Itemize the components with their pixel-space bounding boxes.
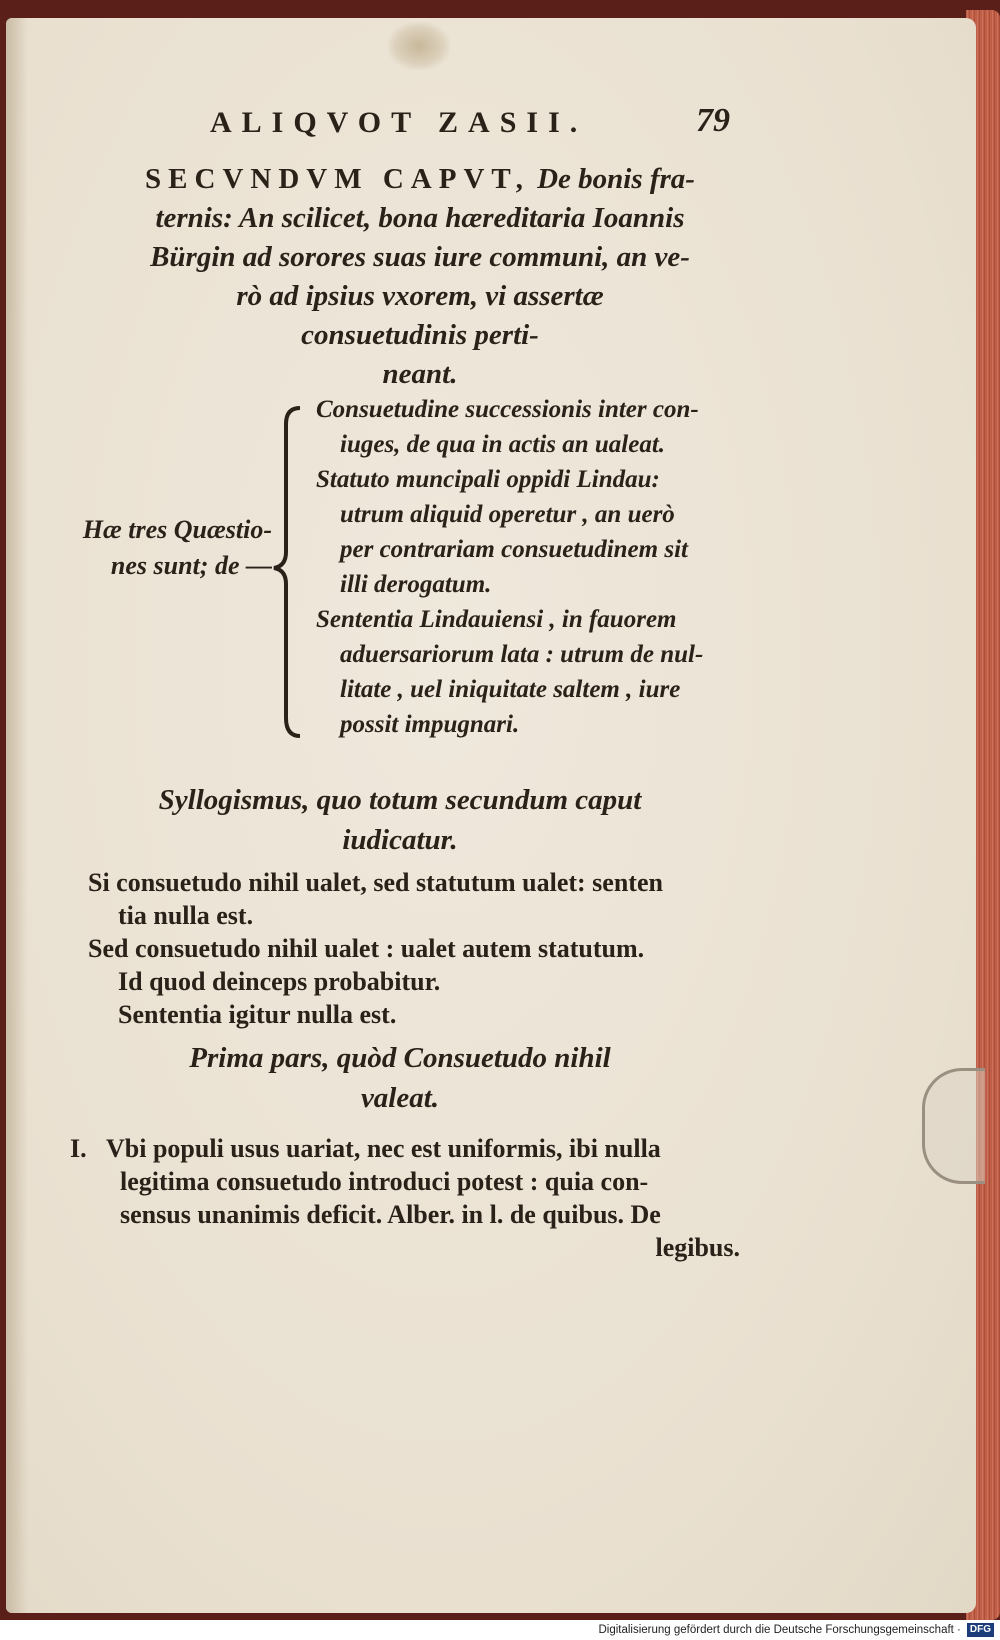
curly-brace [270, 402, 306, 742]
questions-label-line: Hæ tres Quæstio- [82, 515, 272, 544]
question-line: per contrariam consuetudinem sit [340, 536, 688, 563]
questions-label-line: nes sunt; de — [110, 551, 272, 580]
question-line: illi derogatum. [340, 571, 492, 598]
paper-stain [388, 22, 450, 70]
chapter-caps: SECVNDVM CAPVT, [145, 163, 530, 195]
question-line: possit impugnari. [340, 711, 520, 738]
question-line: iuges, de qua in actis an ualeat. [340, 431, 666, 458]
dfg-logo: DFG [967, 1623, 994, 1637]
syllogism-line: tia nulla est. [118, 901, 254, 930]
page-gutter-shadow [6, 18, 28, 1613]
paragraph-line [70, 1132, 740, 1165]
paragraph [70, 1132, 740, 1264]
paragraph-line: legibus. [655, 1233, 740, 1262]
page-header [210, 102, 730, 146]
syllogism-line: Si consuetudo nihil ualet, sed statutum ualet: senten [88, 868, 663, 897]
syllogism-line: Sed consuetudo nihil ualet : ualet autem statutum. [88, 934, 645, 963]
paragraph-line: sensus unanimis deficit. Alber. in l. de quibus. De [120, 1200, 661, 1229]
chapter-heading-text: De bonis fra- [529, 163, 695, 195]
question-line: Statuto muncipali oppidi Lindau: [316, 466, 660, 493]
paragraph-text: Vbi populi usus uariat, nec est uniformis, ibi nulla [106, 1134, 661, 1163]
page-number: 79 [696, 102, 730, 139]
chapter-heading-line: ternis: An scilicet, bona hæreditaria Ioannis [155, 202, 685, 234]
syllogism-line: Sententia igitur nulla est. [118, 1000, 397, 1029]
running-head: ALIQVOT ZASII. [210, 106, 588, 139]
syllogism-line: Id quod deinceps probabitur. [118, 967, 441, 996]
syllogism-title-line: iudicatur. [342, 824, 458, 856]
question-line: Consuetudine successionis inter con- [316, 396, 699, 423]
paragraph-number: I. [70, 1134, 87, 1163]
question-line: utrum aliquid operetur , an uerò [340, 501, 675, 528]
questions-list [316, 392, 736, 742]
footer-credit: Digitalisierung gefördert durch die Deutsche Forschungsgemeinschaft · [598, 1624, 961, 1636]
question-line: Sententia Lindauiensi , in fauorem [316, 606, 677, 633]
page-clip [922, 1068, 985, 1184]
questions-label [72, 512, 272, 584]
section-title [160, 1038, 640, 1118]
chapter-heading-line: rò ad ipsius vxorem, vi assertæ [236, 280, 604, 312]
section-title-line: Prima pars, quòd Consuetudo nihil [189, 1042, 611, 1074]
section-title-line: valeat. [360, 1082, 440, 1114]
chapter-heading [110, 160, 730, 394]
syllogism-body [88, 866, 738, 1031]
syllogism-title [130, 780, 670, 860]
chapter-heading-line: Bürgin ad sorores suas iure communi, an ve- [150, 241, 690, 273]
chapter-heading-line: neant. [382, 358, 458, 390]
digitization-footer [0, 1620, 1000, 1640]
syllogism-title-line: Syllogismus, quo totum secundum caput [158, 784, 642, 816]
paragraph-line: legitima consuetudo introduci potest : quia con- [120, 1167, 649, 1196]
question-line: litate , uel iniquitate saltem , iure [340, 676, 681, 703]
chapter-heading-line: consuetudinis perti- [301, 319, 539, 351]
chapter-heading-line [110, 160, 730, 199]
question-line: aduersariorum lata : utrum de nul- [340, 641, 704, 668]
